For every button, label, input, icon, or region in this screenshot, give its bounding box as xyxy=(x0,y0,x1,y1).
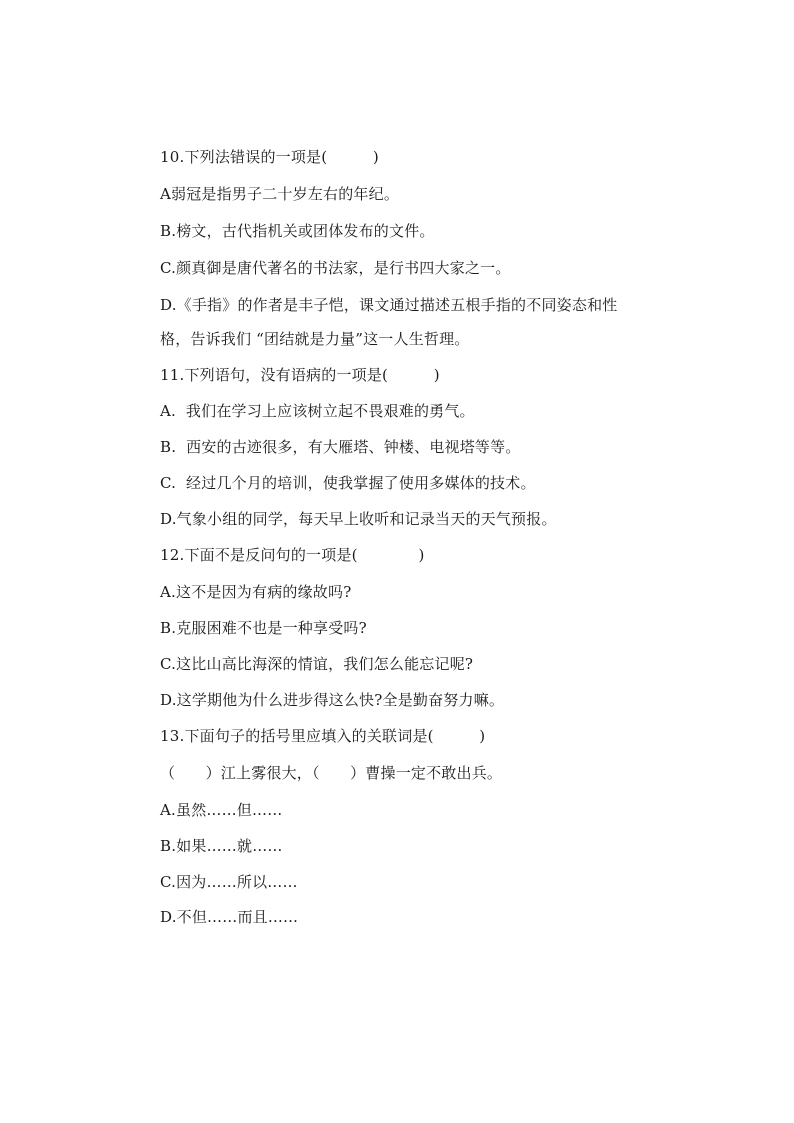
question-10-option-a: A弱冠是指男子二十岁左右的年纪。 xyxy=(160,185,400,203)
question-13-option-c: C.因为……所以…… xyxy=(160,873,298,891)
question-12-option-a: A.这不是因为有病的缘故吗? xyxy=(160,583,352,601)
question-13-stem: 13.下面句子的括号里应填入的关联词是( ) xyxy=(160,727,486,745)
question-10-stem: 10.下列法错误的一项是( ) xyxy=(160,148,379,166)
question-11-stem: 11.下列语句，没有语病的一项是( ) xyxy=(160,366,440,384)
question-13-sentence: （ ）江上雾很大，（ ）曹操一定不敢出兵。 xyxy=(160,764,503,782)
question-13-option-d: D.不但……而且…… xyxy=(160,908,299,926)
question-12-option-d: D.这学期他为什么进步得这么快?全是勤奋努力嘛。 xyxy=(160,691,505,709)
question-10-option-b: B.榜文，古代指机关或团体发布的文件。 xyxy=(160,222,435,240)
question-10-option-d: D.《手指》的作者是丰子恺，课文通过描述五根手指的不同姿态和性 xyxy=(160,296,618,314)
question-12-stem: 12.下面不是反问句的一项是( ) xyxy=(160,546,425,564)
question-10-option-c: C.颜真御是唐代著名的书法家，是行书四大家之一。 xyxy=(160,259,511,277)
question-11-option-b: B. 西安的古迹很多，有大雁塔、钟楼、电视塔等等。 xyxy=(160,438,521,456)
question-13-option-b: B.如果……就…… xyxy=(160,837,283,855)
question-11-option-c: C. 经过几个月的培训，使我掌握了使用多媒体的技术。 xyxy=(160,474,536,492)
question-10-option-d-continued: 格，告诉我们 “团结就是力量”这一人生哲理。 xyxy=(160,330,470,348)
question-13-option-a: A.虽然……但…… xyxy=(160,801,283,819)
question-12-option-c: C.这比山高比海深的情谊，我们怎么能忘记呢? xyxy=(160,655,474,673)
question-12-option-b: B.克服困难不也是一种享受吗? xyxy=(160,619,367,637)
question-11-option-d: D.气象小组的同学，每天早上收听和记录当天的天气预报。 xyxy=(160,510,557,528)
question-11-option-a: A. 我们在学习上应该树立起不畏艰难的勇气。 xyxy=(160,402,475,420)
